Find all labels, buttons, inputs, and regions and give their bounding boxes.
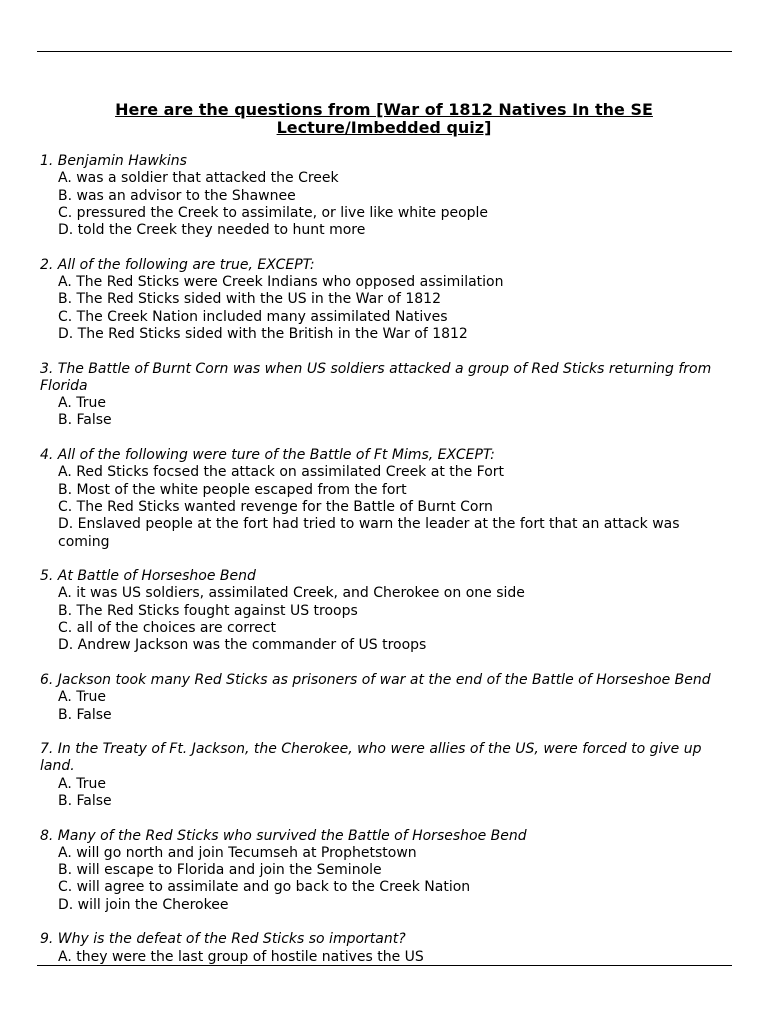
title-line-2: Lecture/Imbedded quiz] [276,118,492,137]
question-3 [40,361,730,430]
question-text: 8. Many of the Red Sticks who survived the Battle of Horseshoe Bend [40,827,527,844]
answer-option: A. True [58,395,106,412]
answer-option: D. Enslaved people at the fort had tried to warn the leader at the fort that an attack was coming [58,516,680,550]
answer-option: A. Red Sticks focsed the attack on assimilated Creek at the Fort [58,464,505,481]
top-rule [37,51,732,52]
answer-option: B. was an advisor to the Shawnee [58,187,296,204]
answer-option: A. The Red Sticks were Creek Indians who opposed assimilation [58,274,504,291]
question-7 [40,741,730,810]
answer-option: D. The Red Sticks sided with the British in the War of 1812 [58,325,468,342]
question-text: 4. All of the following were ture of the Battle of Ft Mims, EXCEPT: [40,447,495,464]
answer-option: A. was a soldier that attacked the Creek [58,170,339,187]
question-8 [40,828,730,914]
answer-option: B. The Red Sticks fought against US troops [58,602,358,619]
question-6 [40,672,730,724]
answer-option: D. Andrew Jackson was the commander of US troops [58,637,427,654]
answer-option: C. all of the choices are correct [58,620,277,637]
question-text: 1. Benjamin Hawkins [40,153,187,169]
question-4 [40,447,730,551]
answer-option: B. Most of the white people escaped from the fort [58,481,407,498]
question-text: 5. At Battle of Horseshoe Bend [40,568,256,585]
answer-option: A. True [58,775,106,792]
question-list [40,153,730,983]
answer-option: B. will escape to Florida and join the Seminole [58,862,382,879]
question-1 [40,153,730,239]
bottom-rule [37,965,732,966]
answer-option: B. False [58,792,112,809]
question-text: 2. All of the following are true, EXCEPT: [40,256,315,273]
question-text: 3. The Battle of Burnt Corn was when US soldiers attacked a group of Red Sticks returning from Florida [40,360,712,394]
question-9 [40,931,730,966]
question-text: 6. Jackson took many Red Sticks as prisoners of war at the end of the Battle of Horseshoe Bend [40,671,711,688]
question-text: 9. Why is the defeat of the Red Sticks so important? [40,931,406,948]
answer-option: C. will agree to assimilate and go back to the Creek Nation [58,879,471,896]
answer-option: B. False [58,706,112,723]
answer-option: A. it was US soldiers, assimilated Creek, and Cherokee on one side [58,585,525,602]
title-line-1: Here are the questions from [War of 1812 Natives In the SE [115,100,653,119]
answer-option: A. they were the last group of hostile natives the US [58,948,424,965]
answer-option: D. told the Creek they needed to hunt more [58,222,366,239]
answer-option: A. will go north and join Tecumseh at Prophetstown [58,844,417,861]
answer-option: D. will join the Cherokee [58,896,229,913]
answer-option: B. The Red Sticks sided with the US in the War of 1812 [58,291,441,308]
answer-option: C. pressured the Creek to assimilate, or live like white people [58,204,489,221]
page-title [60,101,708,137]
answer-option: C. The Red Sticks wanted revenge for the Battle of Burnt Corn [58,498,493,515]
answer-option: A. True [58,689,106,706]
answer-option: C. The Creek Nation included many assimilated Natives [58,308,448,325]
question-text: 7. In the Treaty of Ft. Jackson, the Cherokee, who were allies of the US, were forced to give up land. [40,741,702,775]
question-2 [40,257,730,343]
question-5 [40,568,730,654]
answer-option: B. False [58,412,112,429]
